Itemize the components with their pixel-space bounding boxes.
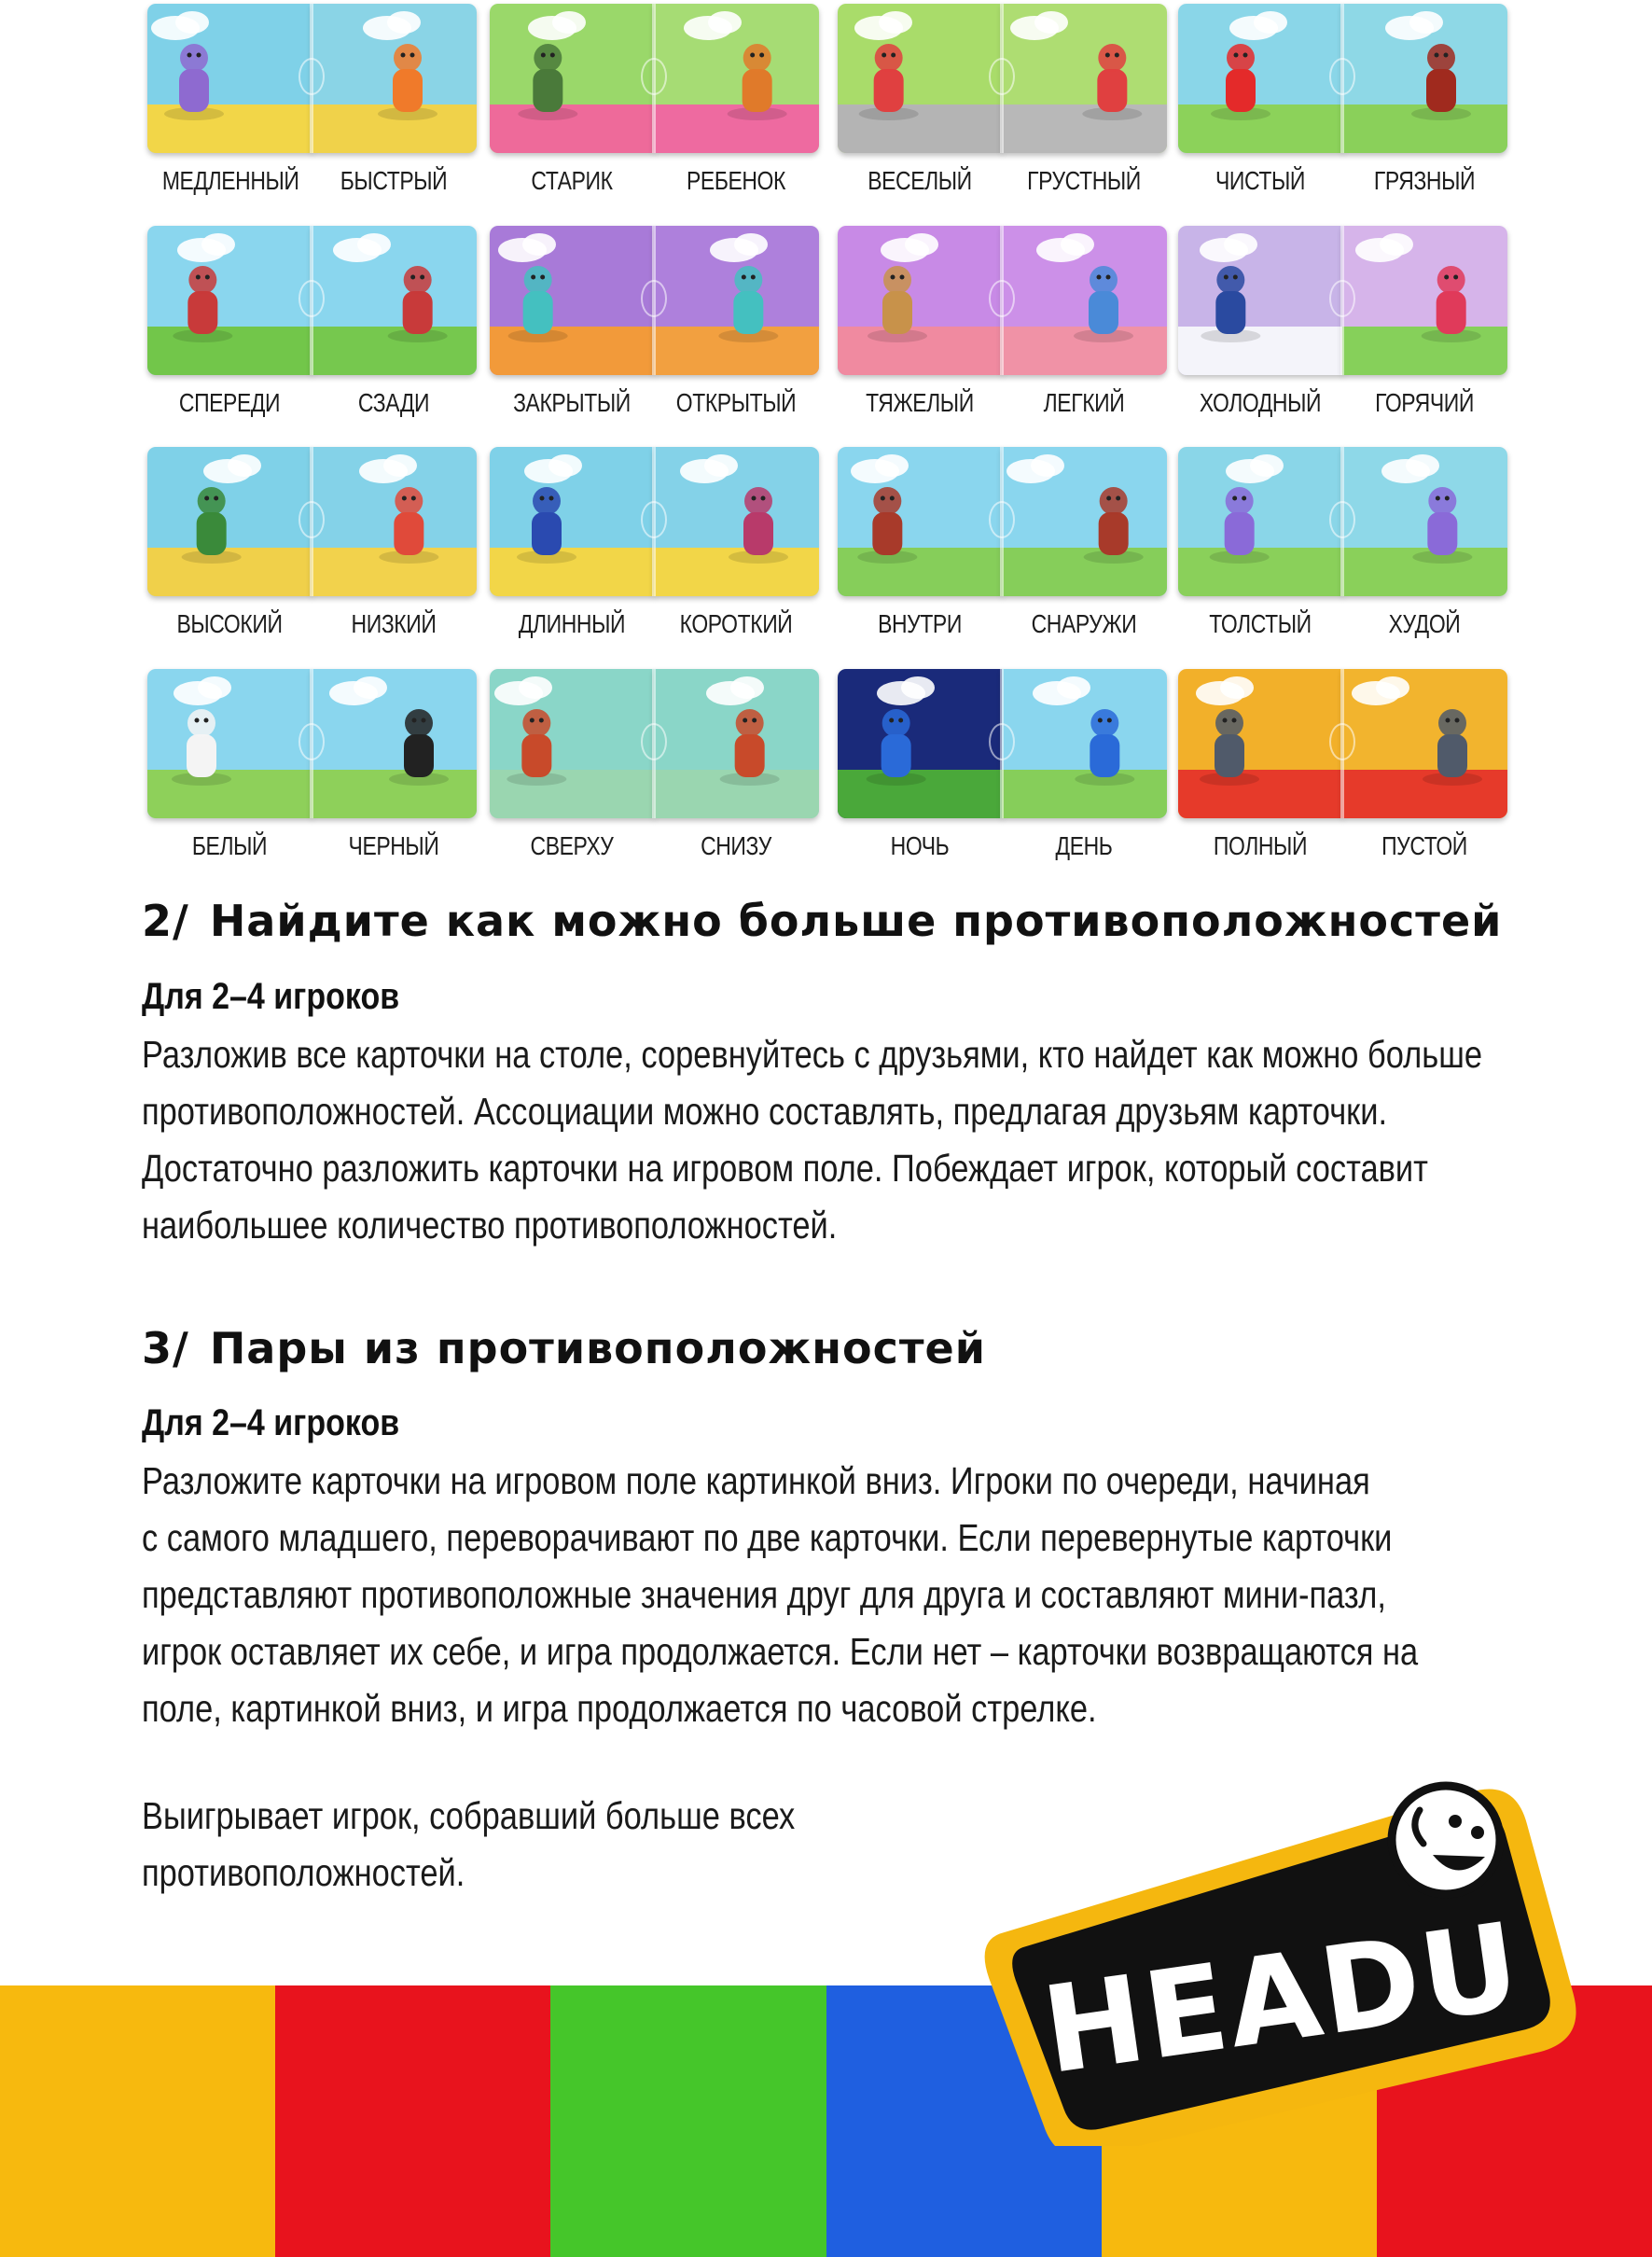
puzzle-label-right: ЧЕРНЫЙ <box>348 831 439 860</box>
section-2-number: 2/ <box>142 896 189 946</box>
puzzle-label-left: СПЕРЕДИ <box>178 388 281 417</box>
section-2-line: противоположностей. Ассоциации можно составлять, предлагая друзьям карточки. <box>142 1090 1388 1133</box>
section-3-line: с самого младшего, переворачивают по две карточки. Если перевернутые карточки <box>142 1516 1393 1559</box>
puzzle-cards <box>147 4 475 153</box>
card-illustration <box>654 4 819 153</box>
puzzle-cards <box>490 447 817 596</box>
puzzle-card-right <box>654 226 819 375</box>
puzzle-card-left <box>147 669 312 818</box>
card-illustration <box>490 4 655 153</box>
puzzle-labels <box>147 831 475 869</box>
puzzle-card-left <box>1178 226 1343 375</box>
section-3-line: поле, картинкой вниз, и игра продолжается по часовой стрелке. <box>142 1687 1097 1730</box>
puzzle-cards <box>838 669 1165 818</box>
card-illustration <box>490 669 655 818</box>
section-3-line: игрок оставляет их себе, и игра продолжается. Если нет – карточки возвращаются на <box>142 1630 1419 1673</box>
puzzle-card-right <box>654 669 819 818</box>
puzzle-knob <box>298 58 325 95</box>
puzzle-pair <box>147 669 475 869</box>
puzzle-knob <box>641 501 667 538</box>
puzzle-label-right: БЫСТРЫЙ <box>340 166 448 195</box>
card-illustration <box>147 226 312 375</box>
puzzle-cards <box>838 4 1165 153</box>
card-illustration <box>1178 447 1343 596</box>
section-3-line: Разложите карточки на игровом поле картинкой вниз. Игроки по очереди, начиная <box>142 1459 1370 1502</box>
puzzle-label-right: КОРОТКИЙ <box>679 609 793 638</box>
puzzle-card-right <box>1002 447 1167 596</box>
puzzle-label-left: ТОЛСТЫЙ <box>1209 609 1312 638</box>
card-illustration <box>838 226 1003 375</box>
card-illustration <box>838 447 1003 596</box>
puzzle-label-left: НОЧЬ <box>890 831 950 860</box>
puzzle-knob <box>989 280 1015 317</box>
puzzle-card-right <box>312 669 477 818</box>
puzzle-cards <box>1178 669 1506 818</box>
puzzle-cards <box>490 4 817 153</box>
puzzle-card-right <box>312 447 477 596</box>
puzzle-card-left <box>838 4 1003 153</box>
puzzle-label-right: СЗАДИ <box>357 388 430 417</box>
section-2-title: Найдите как можно больше противоположностей <box>209 896 1503 946</box>
puzzle-labels <box>1178 831 1506 869</box>
puzzle-pair <box>147 4 475 203</box>
puzzle-card-left <box>1178 447 1343 596</box>
card-illustration <box>1002 4 1167 153</box>
puzzle-cards <box>1178 4 1506 153</box>
puzzle-label-right: ХУДОЙ <box>1388 609 1461 638</box>
puzzle-knob <box>1329 501 1355 538</box>
puzzle-label-left: ВЫСОКИЙ <box>176 609 283 638</box>
puzzle-label-right: ГОРЯЧИЙ <box>1375 388 1474 417</box>
puzzle-label-left: ВЕСЕЛЫЙ <box>868 166 972 195</box>
puzzle-label-left: ХОЛОДНЫЙ <box>1199 388 1322 417</box>
puzzle-labels <box>490 609 817 647</box>
puzzle-knob <box>1329 723 1355 760</box>
puzzle-label-left: ДЛИННЫЙ <box>518 609 626 638</box>
card-illustration <box>654 226 819 375</box>
puzzle-cards <box>490 226 817 375</box>
puzzle-card-right <box>654 447 819 596</box>
puzzle-card-right <box>1342 669 1507 818</box>
card-illustration <box>147 669 312 818</box>
puzzle-label-left: БЕЛЫЙ <box>191 831 268 860</box>
puzzle-card-left <box>490 226 655 375</box>
puzzle-card-left <box>490 447 655 596</box>
puzzle-pair <box>838 447 1165 647</box>
puzzle-cards <box>490 669 817 818</box>
puzzle-card-right <box>654 4 819 153</box>
logo-text: HEADU <box>1034 1897 1530 2102</box>
puzzle-pair <box>838 226 1165 425</box>
puzzle-label-left: ЗАКРЫТЫЙ <box>513 388 631 417</box>
stripe <box>0 1985 275 2257</box>
puzzle-pair <box>1178 4 1506 203</box>
section-2-subtitle: Для 2–4 игроков <box>142 976 400 1017</box>
puzzle-labels <box>147 388 475 425</box>
card-illustration <box>147 447 312 596</box>
puzzle-knob <box>641 723 667 760</box>
puzzle-label-right: РЕБЕНОК <box>687 166 785 195</box>
puzzle-card-right <box>1002 4 1167 153</box>
puzzle-cards <box>838 447 1165 596</box>
puzzle-card-left <box>838 669 1003 818</box>
card-illustration <box>838 669 1003 818</box>
puzzle-card-right <box>1342 226 1507 375</box>
puzzle-card-left <box>1178 669 1343 818</box>
puzzle-labels <box>490 166 817 203</box>
card-illustration <box>490 447 655 596</box>
puzzle-labels <box>1178 388 1506 425</box>
puzzle-pair <box>1178 226 1506 425</box>
puzzle-pair <box>147 447 475 647</box>
puzzle-knob <box>298 501 325 538</box>
puzzle-cards <box>147 226 475 375</box>
puzzle-label-left: ТЯЖЕЛЫЙ <box>866 388 974 417</box>
puzzle-cards <box>838 226 1165 375</box>
section-3-line: представляют противоположные значения друг для друга и составляют мини-пазл, <box>142 1573 1386 1616</box>
puzzle-labels <box>1178 166 1506 203</box>
puzzle-knob <box>989 501 1015 538</box>
puzzle-card-left <box>838 447 1003 596</box>
puzzle-labels <box>490 831 817 869</box>
section-2-line: Разложив все карточки на столе, соревнуйтесь с друзьями, кто найдет как можно больше <box>142 1033 1482 1076</box>
puzzle-label-left: ВНУТРИ <box>878 609 962 638</box>
puzzle-pair <box>1178 447 1506 647</box>
card-illustration <box>312 669 477 818</box>
section-3-heading <box>142 1323 986 1373</box>
puzzle-card-right <box>1002 226 1167 375</box>
puzzle-card-right <box>312 226 477 375</box>
puzzle-pair <box>490 4 817 203</box>
puzzle-card-left <box>838 226 1003 375</box>
puzzle-cards <box>147 669 475 818</box>
card-illustration <box>1178 669 1343 818</box>
puzzle-pair <box>490 447 817 647</box>
card-illustration <box>1178 226 1343 375</box>
smiley-face-icon <box>1392 1786 1500 1894</box>
puzzle-card-left <box>490 669 655 818</box>
puzzle-labels <box>838 388 1165 425</box>
puzzle-label-right: СНАРУЖИ <box>1031 609 1137 638</box>
puzzle-label-right: ПУСТОЙ <box>1381 831 1467 860</box>
card-illustration <box>1002 226 1167 375</box>
puzzle-pair <box>147 226 475 425</box>
puzzle-label-right: ЛЕГКИЙ <box>1043 388 1125 417</box>
puzzle-label-right: НИЗКИЙ <box>351 609 437 638</box>
closing-line: Выигрывает игрок, собравший больше всех <box>142 1794 796 1837</box>
puzzle-pair <box>838 4 1165 203</box>
card-illustration <box>838 4 1003 153</box>
stripe <box>275 1985 550 2257</box>
puzzle-card-left <box>147 447 312 596</box>
puzzle-knob <box>1329 280 1355 317</box>
puzzle-card-left <box>147 4 312 153</box>
puzzle-cards <box>147 447 475 596</box>
puzzle-pair <box>1178 669 1506 869</box>
section-2-line: наибольшее количество противоположностей. <box>142 1204 838 1247</box>
puzzle-card-right <box>1342 4 1507 153</box>
card-illustration <box>490 226 655 375</box>
stripe <box>550 1985 826 2257</box>
closing-line: противоположностей. <box>142 1851 465 1894</box>
headu-logo <box>970 1754 1604 2146</box>
puzzle-card-right <box>1342 447 1507 596</box>
section-2-body <box>142 1026 1652 1254</box>
puzzle-cards <box>1178 226 1506 375</box>
puzzle-label-left: ЧИСТЫЙ <box>1215 166 1306 195</box>
card-illustration <box>147 4 312 153</box>
card-illustration <box>1002 669 1167 818</box>
card-illustration <box>654 669 819 818</box>
card-illustration <box>1342 226 1507 375</box>
puzzle-labels <box>1178 609 1506 647</box>
puzzle-pair <box>838 669 1165 869</box>
puzzle-label-left: СТАРИК <box>531 166 613 195</box>
puzzle-card-left <box>490 4 655 153</box>
puzzle-knob <box>989 58 1015 95</box>
puzzle-knob <box>298 280 325 317</box>
card-illustration <box>1342 669 1507 818</box>
section-2-line: Достаточно разложить карточки на игровом поле. Побеждает игрок, который составит <box>142 1147 1428 1190</box>
card-illustration <box>1178 4 1343 153</box>
puzzle-label-left: МЕДЛЕННЫЙ <box>161 166 299 195</box>
section-3-subtitle: Для 2–4 игроков <box>142 1402 400 1443</box>
puzzle-labels <box>838 166 1165 203</box>
card-illustration <box>654 447 819 596</box>
puzzle-label-right: ДЕНЬ <box>1055 831 1113 860</box>
puzzle-labels <box>147 166 475 203</box>
puzzle-card-left <box>147 226 312 375</box>
card-illustration <box>312 447 477 596</box>
card-illustration <box>1002 447 1167 596</box>
puzzle-knob <box>1329 58 1355 95</box>
puzzle-label-left: ПОЛНЫЙ <box>1213 831 1308 860</box>
puzzle-knob <box>989 723 1015 760</box>
puzzle-card-right <box>312 4 477 153</box>
section-3-body <box>142 1453 1652 1737</box>
puzzle-knob <box>298 723 325 760</box>
puzzle-labels <box>838 609 1165 647</box>
section-3-title: Пары из противоположностей <box>209 1323 986 1373</box>
card-illustration <box>312 226 477 375</box>
puzzle-labels <box>838 831 1165 869</box>
puzzle-pair <box>490 226 817 425</box>
puzzle-pair <box>490 669 817 869</box>
puzzle-label-right: СНИЗУ <box>701 831 771 860</box>
puzzle-label-right: ГРЯЗНЫЙ <box>1373 166 1476 195</box>
puzzle-label-right: ГРУСТНЫЙ <box>1027 166 1141 195</box>
puzzle-card-left <box>1178 4 1343 153</box>
card-illustration <box>1342 447 1507 596</box>
section-3-number: 3/ <box>142 1323 189 1373</box>
puzzle-cards <box>1178 447 1506 596</box>
puzzle-label-left: СВЕРХУ <box>530 831 614 860</box>
section-2-heading <box>142 896 1502 946</box>
puzzle-label-right: ОТКРЫТЫЙ <box>675 388 797 417</box>
card-illustration <box>312 4 477 153</box>
puzzle-card-right <box>1002 669 1167 818</box>
puzzle-labels <box>147 609 475 647</box>
card-illustration <box>1342 4 1507 153</box>
puzzle-knob <box>641 58 667 95</box>
puzzle-knob <box>641 280 667 317</box>
puzzle-labels <box>490 388 817 425</box>
